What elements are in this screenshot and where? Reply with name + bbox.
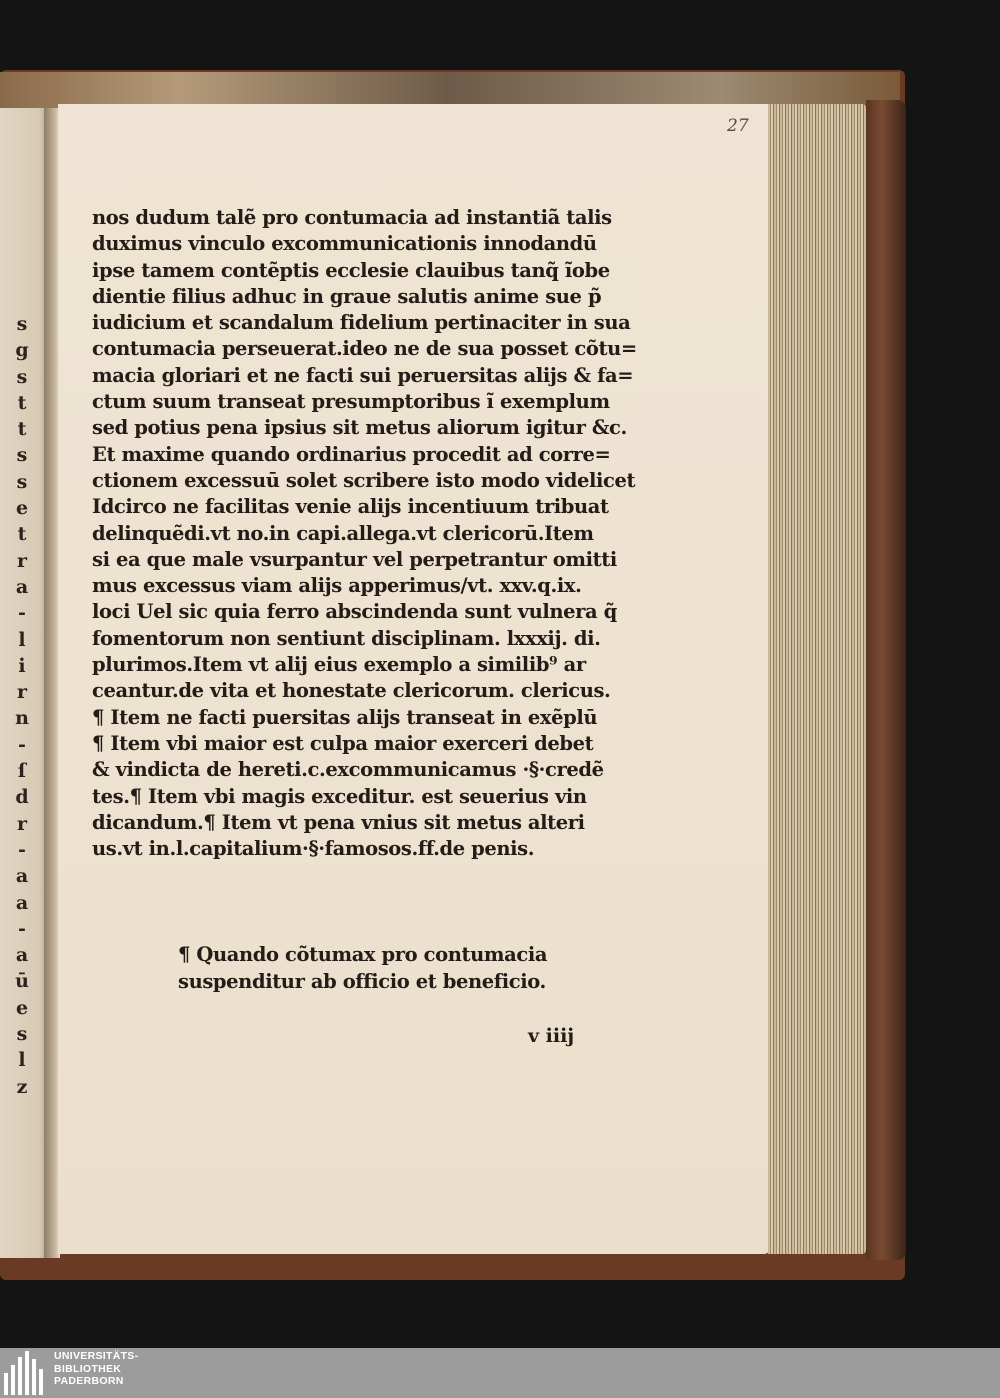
left-page-letter: l — [18, 1049, 26, 1072]
text-line: nos dudum talẽ pro contumacia ad instantiã talis — [92, 206, 612, 229]
left-page-letter: ſ — [17, 760, 27, 783]
left-page-letter: s — [16, 444, 28, 467]
text-line: sed potius pena ipsius sit metus aliorum igitur &c. — [92, 416, 627, 440]
left-page-letter: s — [16, 470, 28, 493]
headband — [0, 72, 900, 108]
left-page-letter: r — [16, 549, 27, 572]
text-line: ctum suum transeat presumptoribus ĩ exemplum — [92, 390, 610, 414]
text-line: ceantur.de vita et honestate clericorum. clericus. — [92, 679, 611, 703]
left-page-letter: s — [16, 1023, 28, 1046]
library-name-line: UNIVERSITÄTS- — [54, 1350, 139, 1362]
heading-line: suspenditur ab officio et beneficio. — [178, 970, 546, 993]
left-page-letter: n — [15, 707, 29, 730]
left-page-letter: i — [18, 654, 26, 677]
text-line: delinquẽdi.vt no.in capi.allega.vt clericorū.Item — [92, 521, 594, 545]
text-line: Idcirco ne facilitas venie alijs incentiuum tribuat — [92, 495, 609, 519]
fore-edge-binding — [866, 100, 906, 1260]
text-line: duximus vinculo excommunicationis innodandū — [92, 232, 597, 256]
left-page-letter: g — [15, 339, 29, 362]
library-name — [54, 1350, 138, 1388]
left-page-letter: - — [18, 602, 26, 625]
text-line: Et maxime quando ordinarius procedit ad corre= — [92, 442, 611, 466]
left-page-letter: - — [18, 733, 26, 756]
text-line: dientie filius adhuc in graue salutis anime sue p̃ — [92, 284, 602, 308]
text-line: macia gloriari et ne facti sui peruersitas alijs & fa= — [92, 363, 634, 387]
text-line: ¶ Item ne facti puersitas alijs transeat in exẽplū — [92, 705, 598, 729]
signature-mark: v iiij — [528, 1025, 575, 1047]
left-page-letter: - — [18, 917, 26, 940]
text-line: & vindicta de hereti.c.excommunicamus ·§·credẽ — [92, 758, 604, 782]
left-page-letter: s — [16, 365, 28, 388]
text-line: tes.¶ Item vbi magis exceditur. est seuerius vin — [92, 784, 587, 808]
folio-number: 27 — [727, 116, 749, 136]
left-page-letter: l — [18, 628, 26, 651]
heading-line: ¶ Quando cõtumax pro contumacia — [178, 943, 548, 966]
text-line: ¶ Item vbi maior est culpa maior exerceri debet — [92, 731, 594, 755]
left-page-letter: - — [18, 838, 26, 861]
text-line: mus excessus viam alijs apperimus/vt. xxv.q.ix. — [92, 574, 582, 598]
library-name-line: BIBLIOTHEK — [54, 1362, 122, 1375]
text-line: us.vt in.l.capitalium·§·famosos.ff.de penis. — [92, 837, 535, 861]
left-page-letter: z — [16, 1075, 28, 1098]
text-line: si ea que male vsurpantur vel perpetrantur omitti — [92, 547, 617, 571]
text-line: iudicium et scandalum fidelium pertinaciter in sua — [92, 311, 631, 335]
left-page-letter: ū — [15, 970, 29, 993]
text-line: dicandum.¶ Item vt pena vnius sit metus alteri — [92, 810, 585, 834]
footer-bar — [0, 1348, 1000, 1398]
left-page-letter: d — [15, 786, 29, 809]
left-page-letter: a — [15, 944, 29, 967]
text-line: loci Uel sic quia ferro abscindenda sunt vulnera q̃ — [92, 600, 617, 624]
left-page-letter: s — [16, 313, 28, 335]
section-heading — [178, 941, 578, 995]
body-text — [92, 206, 637, 863]
text-line: plurimos.Item vt alij eius exemplo a similib⁹ ar — [92, 653, 586, 677]
library-name-line: PADERBORN — [54, 1375, 124, 1387]
left-page-letter: r — [16, 812, 27, 835]
left-page-letter: a — [15, 865, 29, 888]
left-page — [0, 108, 48, 1258]
text-line: fomentorum non sentiunt disciplinam. lxxxij. di. — [92, 626, 601, 650]
library-logo-icon — [4, 1351, 48, 1395]
left-page-letter: t — [17, 523, 27, 546]
left-page-letter: t — [17, 391, 27, 414]
text-line: contumacia perseuerat.ideo ne de sua posset cõtu= — [92, 337, 637, 361]
left-page-letter: t — [17, 418, 27, 441]
left-page-letter: a — [15, 891, 29, 914]
left-page-letter: r — [16, 681, 27, 704]
left-page-letter: a — [15, 575, 29, 598]
left-page-letter: e — [15, 497, 29, 520]
page-edges — [768, 104, 866, 1254]
text-line: ctionem excessuū solet scribere isto modo videlicet — [92, 468, 636, 492]
left-page-text — [2, 313, 42, 1102]
text-line: ipse tamem contẽptis ecclesie clauibus tanq̃ ĩobe — [92, 258, 610, 282]
left-page-letter: e — [15, 996, 29, 1019]
